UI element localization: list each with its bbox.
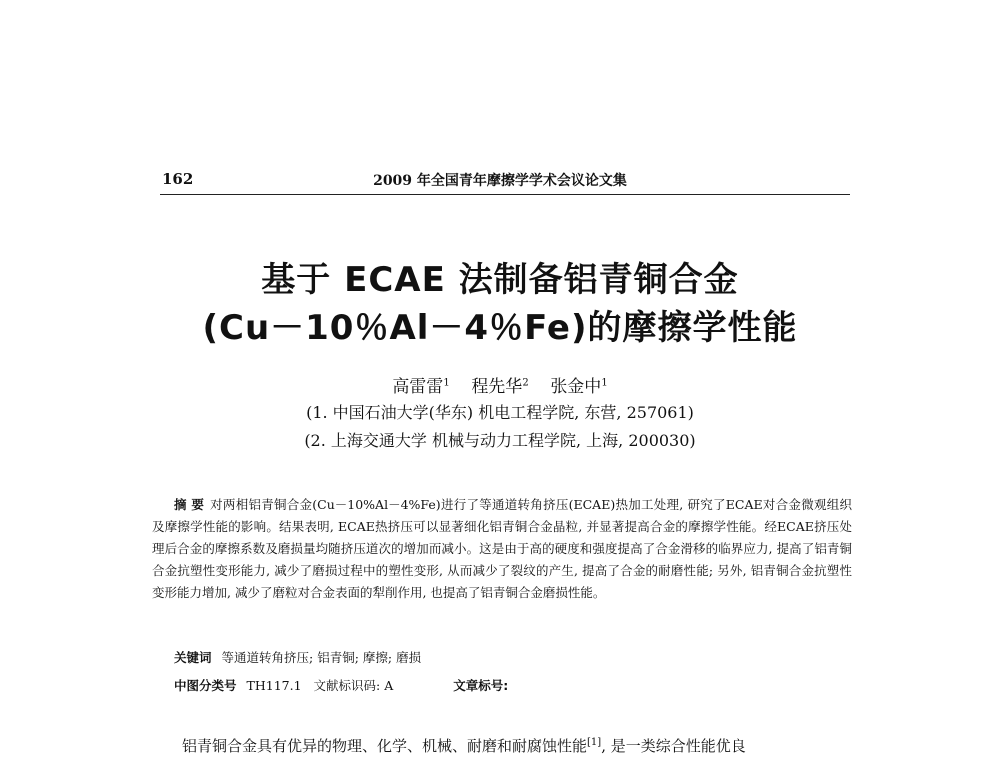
author-affil-mark: 1 [601,377,608,389]
running-title: 2009 年全国青年摩擦学学术会议论文集 [373,173,627,189]
clc-label: 中图分类号 [174,678,237,693]
clc-value: TH117.1 [246,678,302,693]
keywords-text: 等通道转角挤压; 铝青铜; 摩擦; 磨损 [221,650,422,665]
author-affil-mark: 2 [522,377,529,389]
affiliation-1: (1. 中国石油大学(华东) 机电工程学院, 东营, 257061) [306,403,694,422]
paper-title-line2: (Cu－10％Al－4％Fe)的摩擦学性能 [202,308,798,348]
body-text: 铝青铜合金具有优异的物理、化学、机械、耐磨和耐腐蚀性能 [182,737,588,755]
author-name: 张金中 [550,377,602,397]
body-text-rest: , 是一类综合性能优良 [601,737,746,755]
abstract-text: 对两相铝青铜合金(Cu－10%Al－4%Fe)进行了等通道转角挤压(ECAE)热加工处理, 研究了ECAE对合金微观组织及摩擦学性能的影响。结果表明, ECAE热挤压可以显著细化铝青铜合金晶粒, 并显著提高合金的摩擦学性能。经ECAE挤压处理后合金的摩擦系数及磨损量均随挤压道次的增加而减小。这是由于高的硬度和强度提高了合金滑移的临界应力, 提高了铝青铜合金抗塑性变形能力, 减少了磨损过程中的塑性变形, 从而减少了裂纹的产生, 提高了合金的耐磨性能; 另外, 铝青铜合金抗塑性变形能力增加, 减少了磨粒对合金表面的犁削作用, 也提高了铝青铜合金磨损性能。 [152,497,852,600]
abstract-label: 摘 要 [174,497,205,512]
abstract [152,494,852,604]
paper-title-line1: 基于 ECAE 法制备铝青铜合金 [261,260,739,300]
author-list [0,372,1000,397]
article-id-label: 文章标号: [453,678,509,693]
keywords-label: 关键词 [174,650,212,665]
keywords [174,648,421,666]
classification-line [174,676,518,694]
author-name: 高雷雷 [392,377,444,397]
citation-ref: [1] [587,737,602,748]
author-name: 程先华 [471,377,523,397]
affiliation-2: (2. 上海交通大学 机械与动力工程学院, 上海, 200030) [304,431,696,450]
author-affil-mark: 1 [443,377,450,389]
page-number: 162 [162,170,194,188]
body-paragraph [152,732,852,760]
doc-code: 文献标识码: A [313,678,394,693]
header-rule [160,194,850,195]
